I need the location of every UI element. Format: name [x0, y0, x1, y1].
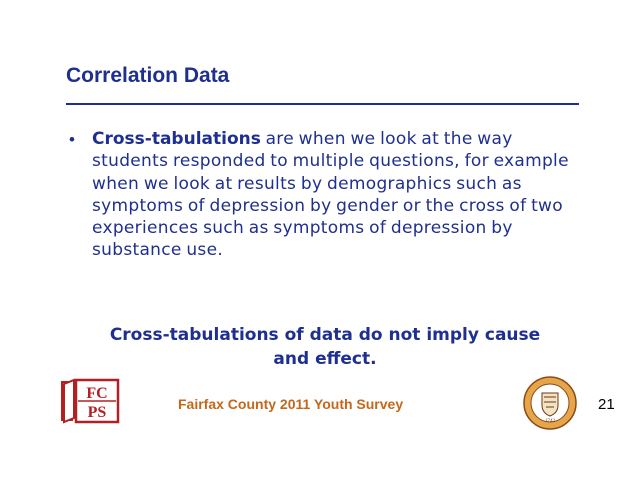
- fcps-logo-text-bottom: PS: [87, 404, 107, 421]
- bullet-bold-lead: Cross-tabulations: [92, 129, 261, 149]
- disclaimer-note: [80, 323, 570, 371]
- page-number: 21: [598, 396, 615, 413]
- bullet-marker: •: [69, 130, 75, 149]
- fcps-logo-text-top: FC: [86, 385, 108, 402]
- bullet-body: are when we look at the way students responded to multiple questions, for example when we look at results by demographics such as symptoms of depression by gender or the cross of two experiences such as symptoms of depression by substance use.: [92, 129, 569, 261]
- fairfax-county-seal-icon: [522, 375, 578, 431]
- seal-year: 1742: [545, 419, 555, 424]
- note-line-1: Cross-tabulations of data do not imply cause: [109, 325, 541, 345]
- page-title: Correlation Data: [66, 64, 230, 87]
- title-divider: [66, 103, 579, 105]
- footer-title: Fairfax County 2011 Youth Survey: [178, 396, 404, 412]
- note-line-2: and effect.: [273, 349, 377, 369]
- bullet-paragraph: [92, 128, 578, 262]
- fcps-logo-icon: [60, 378, 122, 424]
